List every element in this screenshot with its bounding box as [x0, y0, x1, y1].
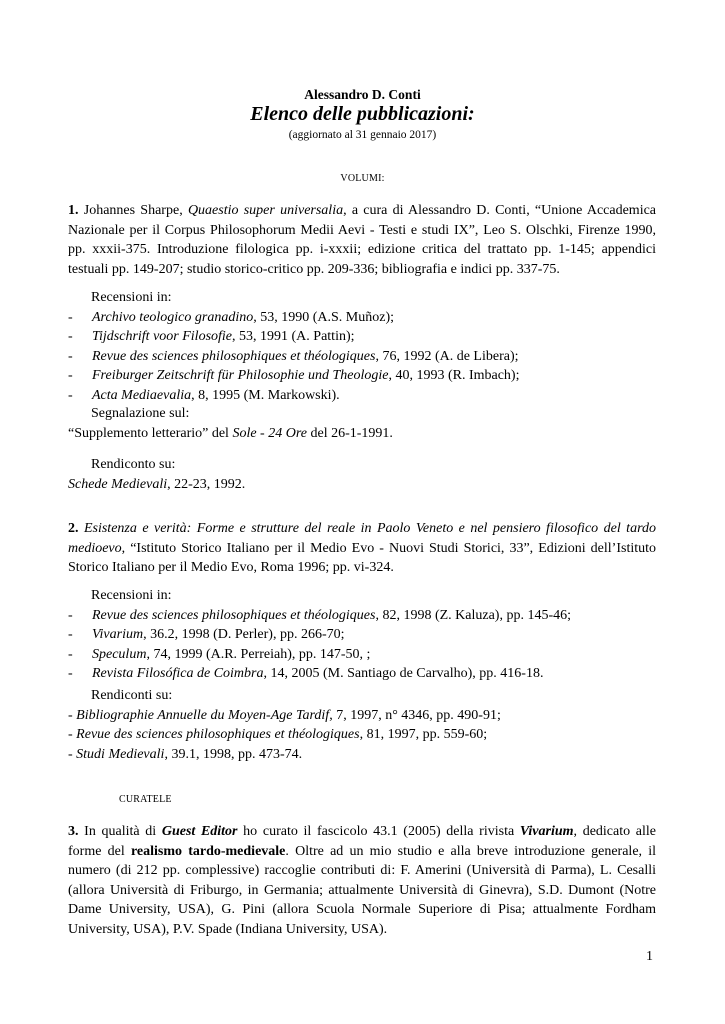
- review-item: [68, 347, 656, 367]
- reviews-list: [68, 606, 656, 684]
- entry-title: Esistenza e verità: Forme e strutture del reale in Paolo Veneto e nel pensiero filosofico del tardo medioevo: [68, 521, 657, 556]
- entry-3: [68, 822, 656, 940]
- entry-1-reviews: [68, 288, 656, 406]
- section-heading-volumi: [0, 173, 725, 184]
- report-item: [68, 725, 656, 745]
- review-item: [68, 386, 656, 406]
- journal-title: Revue des sciences philosophiques et théologiques: [92, 348, 376, 364]
- report-rest: , 22-23, 1992.: [167, 476, 246, 492]
- review-item: [68, 366, 656, 386]
- signal-text-b: del 26-1-1991.: [306, 425, 393, 441]
- signal-newspaper: Sole - 24 Ore: [232, 425, 307, 441]
- reports-list: [68, 706, 656, 765]
- report-text: [68, 475, 656, 495]
- entry-title: Quaestio super universalia: [187, 203, 344, 218]
- reviews-list: [68, 308, 656, 406]
- page-number: 1: [646, 949, 653, 964]
- journal-title: Revue des sciences philosophiques et théologiques: [92, 607, 376, 623]
- entry-number: 3.: [68, 824, 79, 839]
- review-item: [68, 645, 656, 665]
- reports-heading: Rendiconti su:: [91, 688, 173, 703]
- journal-title: Freiburger Zeitschrift für Philosophie und Theologie: [92, 368, 389, 384]
- document-title-colon: :: [468, 103, 475, 125]
- citation-details: , 81, 1997, pp. 559-60;: [359, 727, 488, 743]
- section-heading-volumi-text: VOLUMI: [340, 173, 382, 184]
- entry-1-report: [68, 455, 656, 494]
- citation-details: , 7, 1997, n° 4346, pp. 490-91;: [329, 707, 501, 723]
- entry-number: 1.: [68, 203, 79, 218]
- citation-details: , 74, 1999 (A.R. Perreiah), pp. 147-50, ;: [146, 646, 371, 662]
- journal-title: Revue des sciences philosophiques et théologiques: [76, 727, 360, 743]
- section-heading-volumi-colon: :: [381, 173, 385, 184]
- document-title: [0, 103, 725, 126]
- document-title-text: Elenco delle pubblicazioni: [250, 103, 469, 125]
- entry-2-reviews: [68, 586, 656, 684]
- journal-title: Bibliographie Annuelle du Moyen-Age Tardif: [76, 707, 330, 723]
- citation-details: , 76, 1992 (A. de Libera);: [375, 348, 519, 364]
- review-item: [68, 664, 656, 684]
- journal-title: Speculum: [92, 646, 147, 662]
- report-item: [68, 706, 656, 726]
- entry-text: , “Istituto Storico Italiano per il Medio Evo - Nuovi Studi Storici, 33”, Edizioni dell’Istituto Storico Italiano per il Medio Evo, Roma 1996; pp. vi-324.: [68, 540, 656, 576]
- journal-title: Tijdschrift voor Filosofie: [92, 329, 233, 345]
- report-heading: Rendiconto su:: [91, 457, 176, 472]
- citation-details: , 36.2, 1998 (D. Perler), pp. 266-70;: [143, 627, 345, 643]
- entry-text: . Oltre ad un mio studio e alla breve introduzione generale, il numero (di 212 pp. complessive) raccoglie contributi di: F. Amerini (Università di Parma), L. Cesalli (allora Università di Friburgo, in Germania; attualmente Università di Ginevra), S.D. Dumont (Notre Dame University, USA), G. Pini (allora Scuola Normale Superiore di Pisa; attualmente Fordham University, USA), P.V. Spade (Indiana University, USA).: [68, 843, 657, 937]
- citation-details: , 53, 1991 (A. Pattin);: [232, 329, 355, 345]
- journal-title: Archivo teologico granadino: [92, 309, 254, 325]
- entry-text: , a cura di Alessandro D. Conti, “Unione Accademica Nazionale per il Corpus Philosophorum Medii Aevi - Testi e studi IX”, Leo S. Olschki, Firenze 1990, pp. xxxii-375. Introduzione filologica pp. i-xxxii; edizione critica del trattato pp. 1-145; appendici testuali pp. 149-207; studio storico-critico pp. 209-336; bibliografia e indici pp. 337-75.: [68, 203, 657, 277]
- update-date: (aggiornato al 31 gennaio 2017): [288, 129, 437, 141]
- signal-text: [68, 424, 656, 444]
- journal-title: Vivarium: [92, 627, 144, 643]
- citation-details: , 14, 2005 (M. Santiago de Carvalho), pp. 416-18.: [263, 666, 544, 682]
- section-heading-curatele: CURATELE: [119, 794, 172, 805]
- report-dash: -: [68, 707, 77, 723]
- citation-details: , 82, 1998 (Z. Kaluza), pp. 145-46;: [375, 607, 572, 623]
- citation-details: , 8, 1995 (M. Markowski).: [191, 387, 340, 403]
- journal-title: Acta Mediaevalia: [92, 387, 192, 403]
- signal-heading: Segnalazione sul:: [91, 406, 190, 421]
- journal-name: Vivarium: [519, 824, 574, 839]
- entry-text: , dedicato alle forme del: [68, 824, 656, 859]
- reviews-heading: Recensioni in:: [91, 588, 172, 603]
- entry-1: [68, 201, 656, 279]
- entry-3-citation: [68, 822, 656, 940]
- reviews-heading: Recensioni in:: [91, 290, 172, 305]
- review-item: [68, 625, 656, 645]
- citation-details: , 39.1, 1998, pp. 473-74.: [164, 746, 303, 762]
- entry-text: Johannes Sharpe,: [78, 203, 188, 218]
- journal-title: Revista Filosófica de Coimbra: [92, 666, 264, 682]
- entry-2-reports: [68, 686, 656, 764]
- citation-details: , 53, 1990 (A.S. Muñoz);: [253, 309, 395, 325]
- signal-text-a: “Supplemento letterario” del: [68, 425, 233, 441]
- report-item: [68, 745, 656, 765]
- entry-number: 2.: [68, 521, 79, 536]
- entry-2-citation: [68, 519, 656, 578]
- entry-2: [68, 519, 656, 578]
- review-item: [68, 327, 656, 347]
- entry-1-citation: [68, 201, 656, 279]
- report-journal: Schede Medievali: [68, 476, 168, 492]
- guest-editor-role: Guest Editor: [161, 824, 238, 839]
- review-item: [68, 308, 656, 328]
- review-item: [68, 606, 656, 626]
- entry-1-signal: [68, 404, 656, 443]
- report-dash: -: [68, 727, 77, 743]
- journal-title: Studi Medievali: [76, 746, 165, 762]
- citation-details: , 40, 1993 (R. Imbach);: [388, 368, 520, 384]
- entry-text: In qualità di: [78, 824, 162, 839]
- report-dash: -: [68, 746, 77, 762]
- issue-topic: realismo tardo-medievale: [130, 843, 286, 859]
- author-name: Alessandro D. Conti: [304, 87, 421, 102]
- entry-text: ho curato il fascicolo 43.1 (2005) della rivista: [237, 824, 520, 839]
